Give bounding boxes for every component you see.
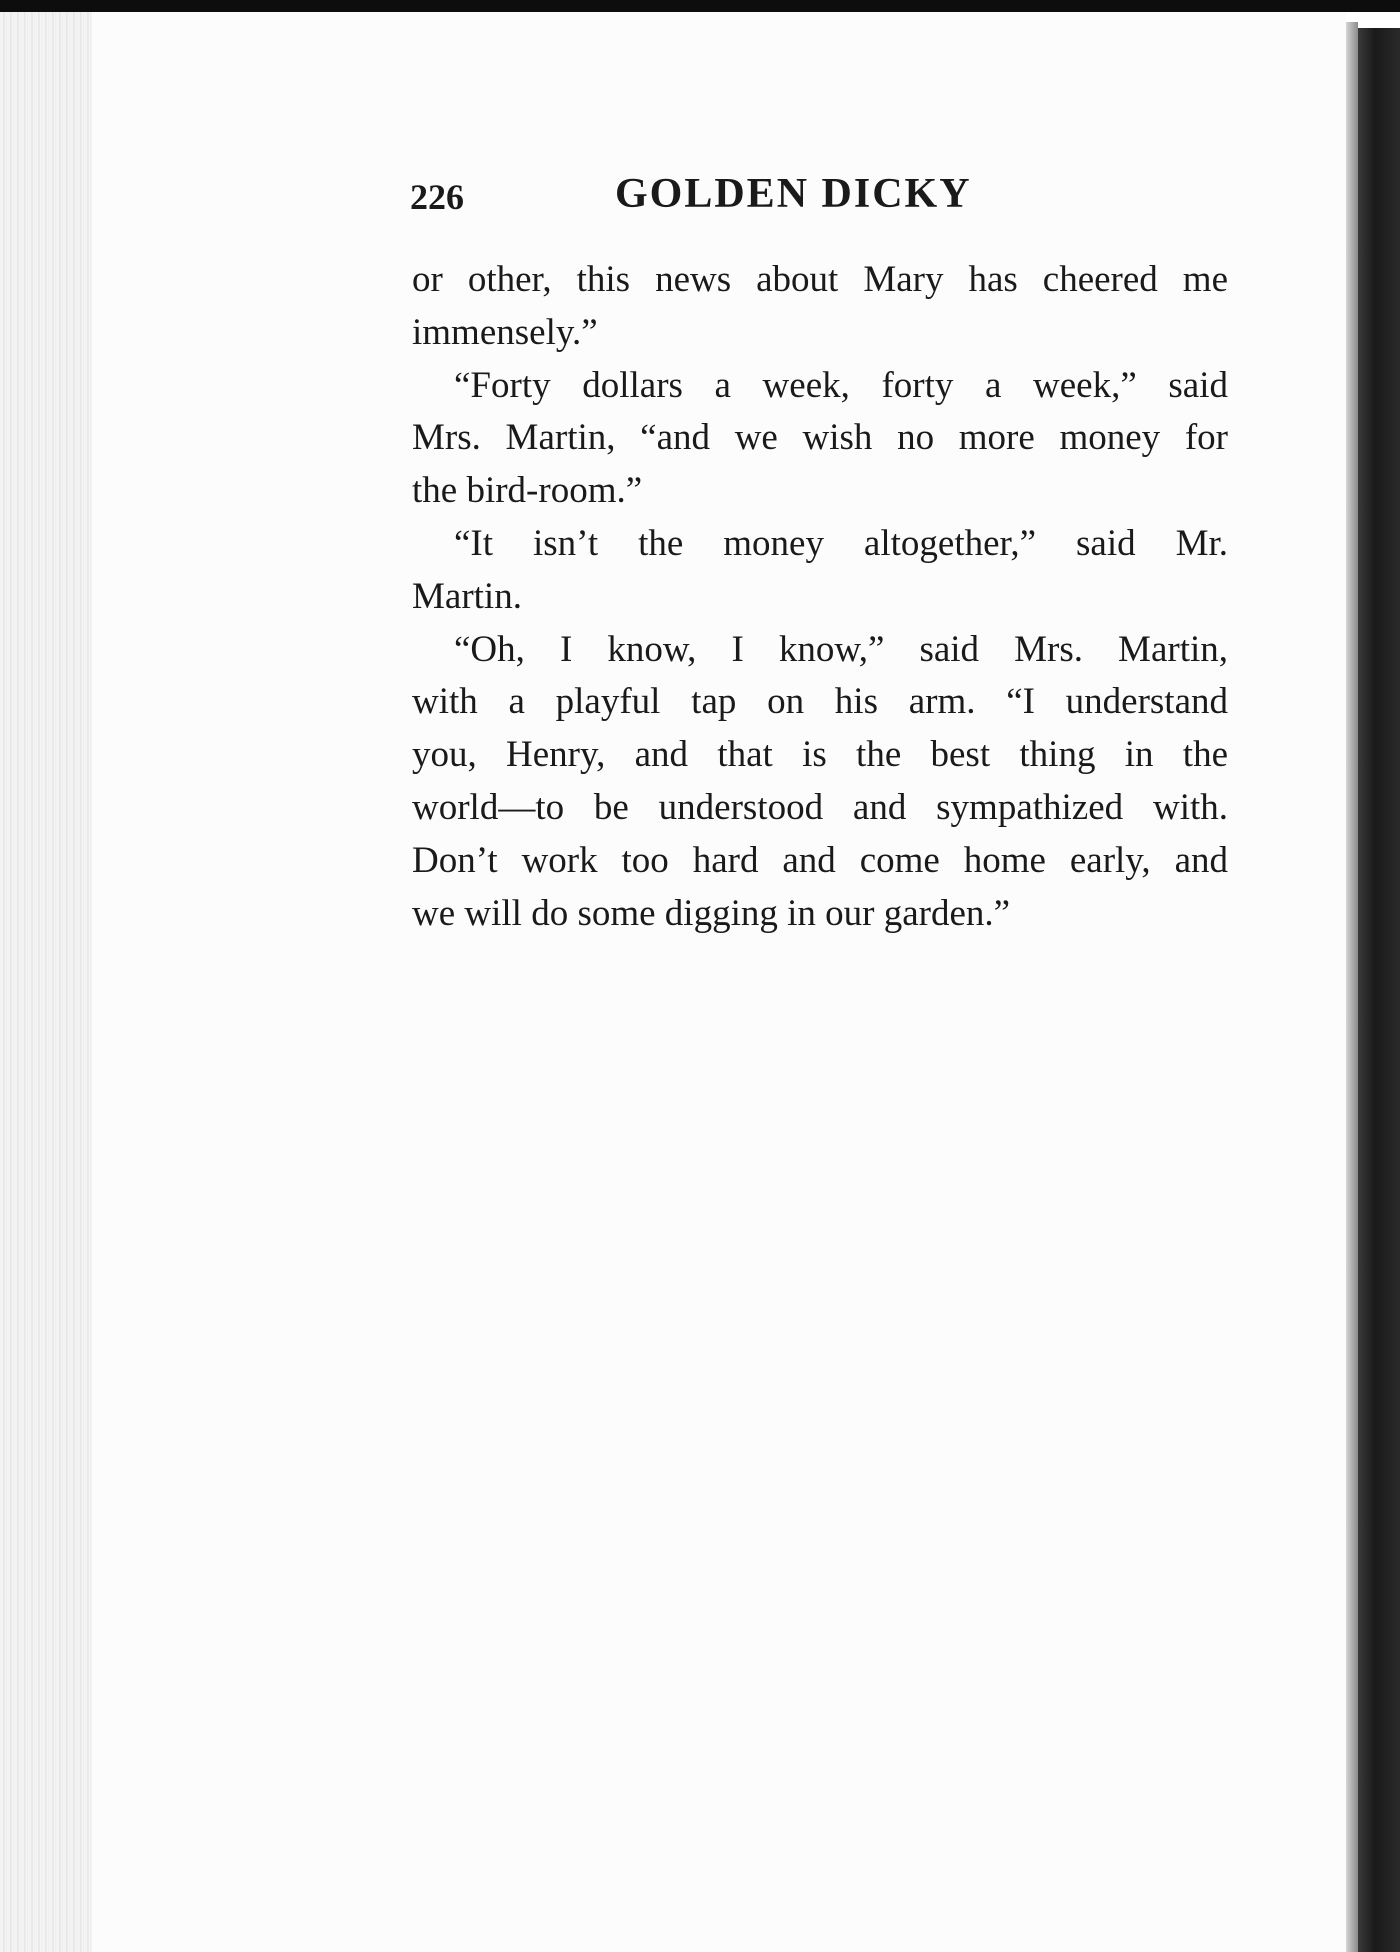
page-number: 226 [410, 177, 464, 217]
text-line: with a playful tap on his arm. “I understand [412, 681, 1228, 723]
text-line: world—to be understood and sympathized with. [412, 786, 1228, 828]
body-text [412, 254, 1228, 940]
text-line: Don’t work too hard and come home early, and [412, 839, 1228, 881]
text-line: “It isn’t the money altogether,” said Mr. [454, 522, 1228, 564]
text-line: or other, this news about Mary has cheered me [412, 259, 1228, 300]
book-page-edges [0, 12, 93, 1952]
book-cover-edge [1358, 28, 1400, 1952]
text-line: you, Henry, and that is the best thing in the [412, 734, 1228, 776]
scan-top-border [0, 0, 1400, 12]
text-line: “Oh, I know, I know,” said Mrs. Martin, [454, 628, 1228, 670]
text-line: Martin. [412, 575, 522, 617]
running-title: GOLDEN DICKY [615, 171, 972, 217]
text-line: Mrs. Martin, “and we wish no more money for [412, 417, 1228, 459]
page-header [410, 170, 1230, 230]
page-shadow [1346, 22, 1358, 1952]
text-line: we will do some digging in our garden.” [412, 892, 1011, 934]
text-line: immensely.” [412, 311, 598, 353]
text-line: the bird-room.” [412, 470, 643, 512]
text-line: “Forty dollars a week, forty a week,” said [454, 364, 1228, 406]
